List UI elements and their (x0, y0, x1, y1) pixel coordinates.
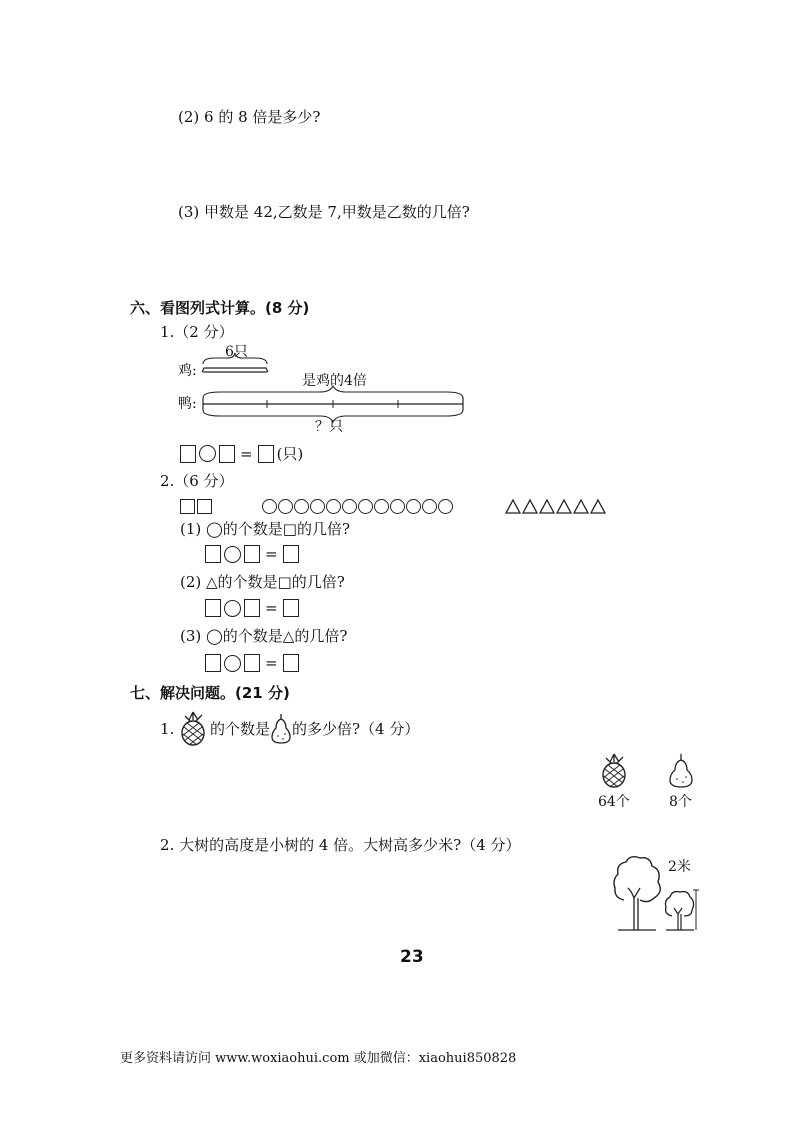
square-icon (197, 499, 212, 514)
operator-circle[interactable] (224, 546, 241, 563)
triangle-icon (556, 499, 572, 514)
circle-icon (422, 499, 437, 514)
circle-icon (438, 499, 453, 514)
answer-box[interactable] (205, 599, 221, 617)
s6-q2-sub1-answer (205, 545, 299, 563)
triangle-icon (522, 499, 538, 514)
circle-icon (358, 499, 373, 514)
answer-box[interactable] (205, 545, 221, 563)
operator-circle[interactable] (199, 445, 216, 462)
square-icon (180, 499, 195, 514)
small-tree-icon (666, 890, 700, 930)
triangles-group (505, 499, 606, 514)
answer-box[interactable] (283, 599, 299, 617)
triangle-icon (539, 499, 555, 514)
circle-icon (342, 499, 357, 514)
answer-box[interactable] (219, 445, 235, 463)
s6-q2-sub1: (1) ◯的个数是□的几倍? (180, 520, 351, 538)
answer-box[interactable] (258, 445, 274, 463)
answer-box[interactable] (244, 654, 260, 672)
answer-box[interactable] (180, 445, 196, 463)
section7-title: 七、解决问题。(21 分) (130, 684, 290, 702)
answer-box[interactable] (283, 545, 299, 563)
s7-q1-text-a: 的个数是 (210, 720, 271, 738)
equals-sign: = (265, 599, 278, 617)
chicken-count: 6只 (225, 344, 248, 360)
chicken-segment (202, 353, 268, 372)
circle-icon (374, 499, 389, 514)
small-tree-height: 2米 (668, 859, 691, 875)
equals-sign: = (265, 545, 278, 563)
operator-circle[interactable] (224, 655, 241, 672)
footer-text: 更多资料请访问 www.woxiaohui.com 或加微信：xiaohui850828 (120, 1051, 517, 1066)
unknown-label: ？只 (315, 419, 343, 435)
big-tree-icon (614, 857, 660, 930)
triangle-icon (505, 499, 521, 514)
squares-group (180, 499, 212, 514)
duck-label: 鸭: (178, 396, 197, 412)
equals-sign: = (240, 444, 253, 463)
triangle-icon (573, 499, 589, 514)
triangle-icon (590, 499, 606, 514)
circle-icon (406, 499, 421, 514)
answer-box[interactable] (283, 654, 299, 672)
s7-q2-text: 2. 大树的高度是小树的 4 倍。大树高多少米?（4 分） (160, 836, 521, 854)
pineapple-icon (175, 710, 211, 746)
circle-icon (390, 499, 405, 514)
s6-q1-answer-row (180, 443, 303, 464)
q5-part3: (3) 甲数是 42,乙数是 7,甲数是乙数的几倍? (178, 203, 470, 221)
pear-icon (270, 712, 292, 744)
circle-icon (278, 499, 293, 514)
s6-q2-sub2: (2) △的个数是□的几倍? (180, 573, 345, 591)
chicken-label: 鸡: (178, 363, 197, 379)
duck-segment (203, 386, 463, 422)
s7-q1-text-b: 的多少倍?（4 分） (292, 720, 420, 738)
section6-title: 六、看图列式计算。(8 分) (130, 299, 310, 317)
s7-q1-prefix: 1. (160, 720, 175, 738)
s6-q2-label: 2.（6 分） (160, 472, 234, 490)
s6-q1-label: 1.（2 分） (160, 323, 234, 341)
circle-icon (326, 499, 341, 514)
pear-count: 8个 (669, 794, 692, 810)
operator-circle[interactable] (224, 600, 241, 617)
circle-icon (310, 499, 325, 514)
answer-box[interactable] (205, 654, 221, 672)
answer-box[interactable] (244, 545, 260, 563)
s6-q2-sub3: (3) ◯的个数是△的几倍? (180, 627, 348, 645)
s6-q2-sub2-answer (205, 599, 299, 617)
circle-icon (262, 499, 277, 514)
circles-group (262, 499, 453, 514)
pear-picture-icon (668, 752, 694, 788)
pineapple-count: 64个 (598, 794, 630, 810)
relation-label: 是鸡的4倍 (302, 373, 367, 389)
pineapple-picture-icon (596, 752, 632, 788)
unit-label: (只) (276, 445, 304, 463)
circle-icon (294, 499, 309, 514)
s6-q2-sub3-answer (205, 654, 299, 672)
equals-sign: = (265, 654, 278, 672)
q5-part2: (2) 6 的 8 倍是多少? (178, 108, 321, 126)
page-number: 23 (400, 947, 424, 967)
answer-box[interactable] (244, 599, 260, 617)
